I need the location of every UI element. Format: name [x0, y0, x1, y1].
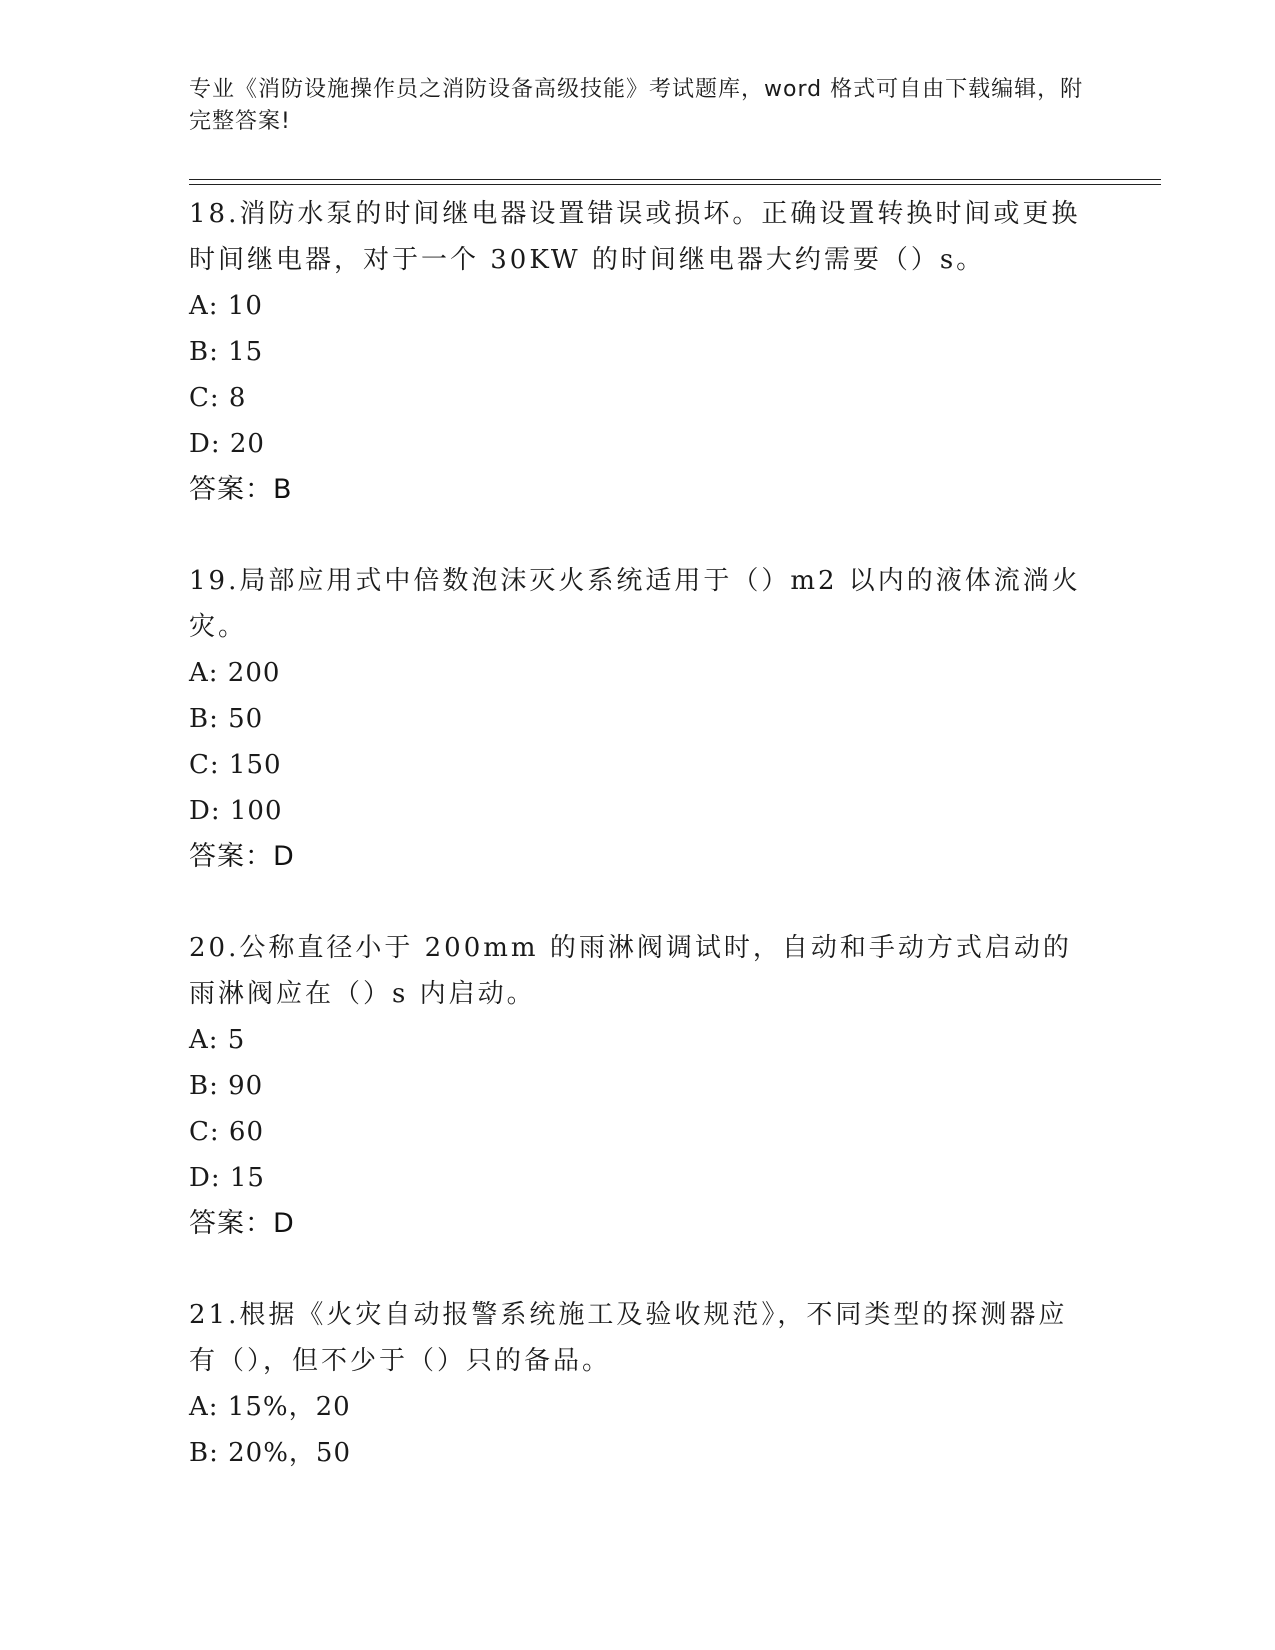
option-b: B: 90 [189, 1071, 264, 1101]
option-d: D: 20 [189, 429, 265, 459]
question-stem: 21.根据《火灾自动报警系统施工及验收规范》，不同类型的探测器应有（），但不少于（）只的备品。 [189, 1300, 1068, 1376]
answer-line: 答案：B [189, 474, 293, 505]
option-b: B: 50 [189, 704, 264, 734]
option-c: C: 8 [189, 383, 247, 413]
option-a: A: 200 [189, 658, 281, 688]
header-divider-top [189, 179, 1161, 180]
question-21 [189, 1292, 1089, 1476]
option-b: B: 20%，50 [189, 1438, 352, 1468]
question-stem: 20.公称直径小于 200mm 的雨淋阀调试时，自动和手动方式启动的雨淋阀应在（）s 内启动。 [189, 933, 1072, 1009]
option-c: C: 60 [189, 1117, 265, 1147]
header-divider-bottom [189, 184, 1161, 185]
option-c: C: 150 [189, 750, 282, 780]
question-list [189, 191, 1089, 1521]
question-19 [189, 558, 1089, 880]
question-18 [189, 191, 1089, 513]
option-b: B: 15 [189, 337, 264, 367]
answer-line: 答案：D [189, 1208, 295, 1239]
question-20 [189, 925, 1089, 1247]
document-header: 专业《消防设施操作员之消防设备高级技能》考试题库，word 格式可自由下载编辑，附完整答案! [189, 77, 1084, 134]
option-a: A: 10 [189, 291, 263, 321]
answer-line: 答案：D [189, 841, 295, 872]
question-stem: 19.局部应用式中倍数泡沫灭火系统适用于（）m2 以内的液体流淌火灾。 [189, 566, 1081, 642]
option-d: D: 15 [189, 1163, 265, 1193]
option-a: A: 15%，20 [189, 1392, 351, 1422]
option-d: D: 100 [189, 796, 283, 826]
option-a: A: 5 [189, 1025, 246, 1055]
question-stem: 18.消防水泵的时间继电器设置错误或损坏。正确设置转换时间或更换时间继电器，对于一个 30KW 的时间继电器大约需要（）s。 [189, 199, 1081, 275]
